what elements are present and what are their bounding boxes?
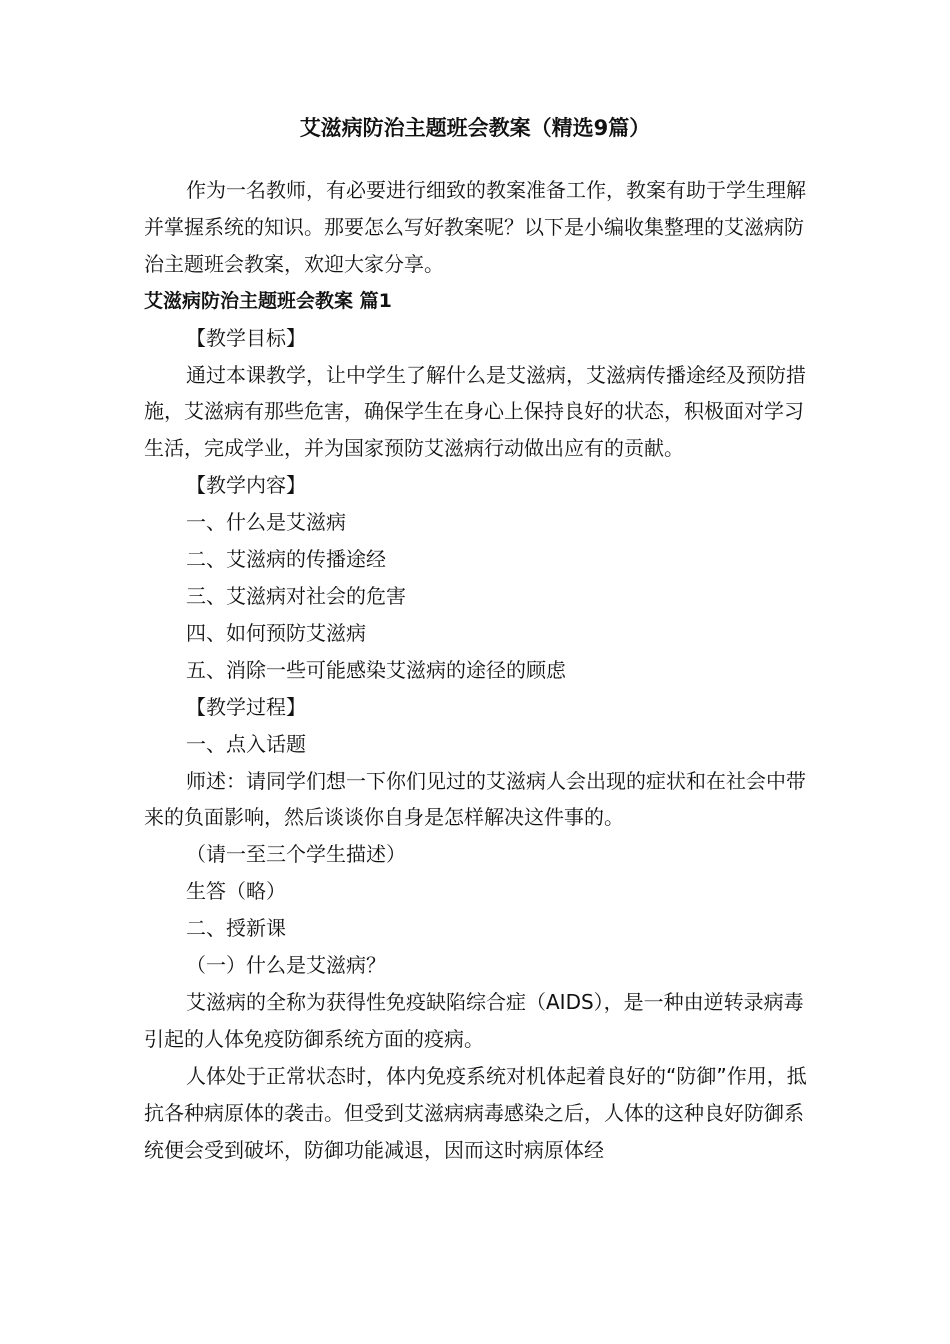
process-step-heading: 一、点入话题 bbox=[186, 731, 306, 756]
process-step-heading: 二、授新课 bbox=[186, 916, 286, 941]
teaching-goal-paragraph: 通过本课教学，让中学生了解什么是艾滋病，艾滋病传播途经及预防措施，艾滋病有那些危害，确保学生在身心上保持良好的状态，积极面对学习生活，完成学业，并为国家预防艾滋病行动做出应有的贡献。 bbox=[144, 362, 806, 461]
content-item: 三、艾滋病对社会的危害 bbox=[186, 583, 406, 608]
teacher-statement-paragraph: 师述：请同学们想一下你们见过的艾滋病人会出现的症状和在社会中带来的负面影响，然后谈谈你自身是怎样解决这件事的。 bbox=[144, 768, 806, 830]
section-heading: 艾滋病防治主题班会教案 篇1 bbox=[144, 289, 392, 312]
subsection-heading: （一）什么是艾滋病？ bbox=[186, 953, 386, 978]
content-item: 一、什么是艾滋病 bbox=[186, 510, 346, 535]
teaching-goal-label: 【教学目标】 bbox=[186, 325, 306, 350]
student-answer-note: 生答（略） bbox=[186, 879, 286, 904]
teaching-content-label: 【教学内容】 bbox=[186, 473, 306, 498]
intro-paragraph: 作为一名教师，有必要进行细致的教案准备工作，教案有助于学生理解并掌握系统的知识。那要怎么写好教案呢？以下是小编收集整理的艾滋病防治主题班会教案，欢迎大家分享。 bbox=[144, 178, 806, 276]
aids-definition-paragraph: 艾滋病的全称为获得性免疫缺陷综合症（AIDS），是一种由逆转录病毒引起的人体免疫防御系统方面的疫病。 bbox=[144, 989, 804, 1051]
document-title: 艾滋病防治主题班会教案（精选9篇） bbox=[299, 116, 651, 140]
content-item: 四、如何预防艾滋病 bbox=[186, 620, 366, 645]
content-item: 二、艾滋病的传播途经 bbox=[186, 547, 386, 572]
document-body bbox=[144, 172, 808, 1168]
content-item: 五、消除一些可能感染艾滋病的途径的顾虑 bbox=[186, 657, 566, 682]
student-describe-note: （请一至三个学生描述） bbox=[186, 842, 406, 867]
teaching-process-label: 【教学过程】 bbox=[186, 694, 306, 719]
immune-system-paragraph: 人体处于正常状态时，体内免疫系统对机体起着良好的“防御”作用，抵抗各种病原体的袭击。但受到艾滋病病毒感染之后，人体的这种良好防御系统便会受到破坏，防御功能减退，因而这时病原体经 bbox=[144, 1063, 807, 1162]
